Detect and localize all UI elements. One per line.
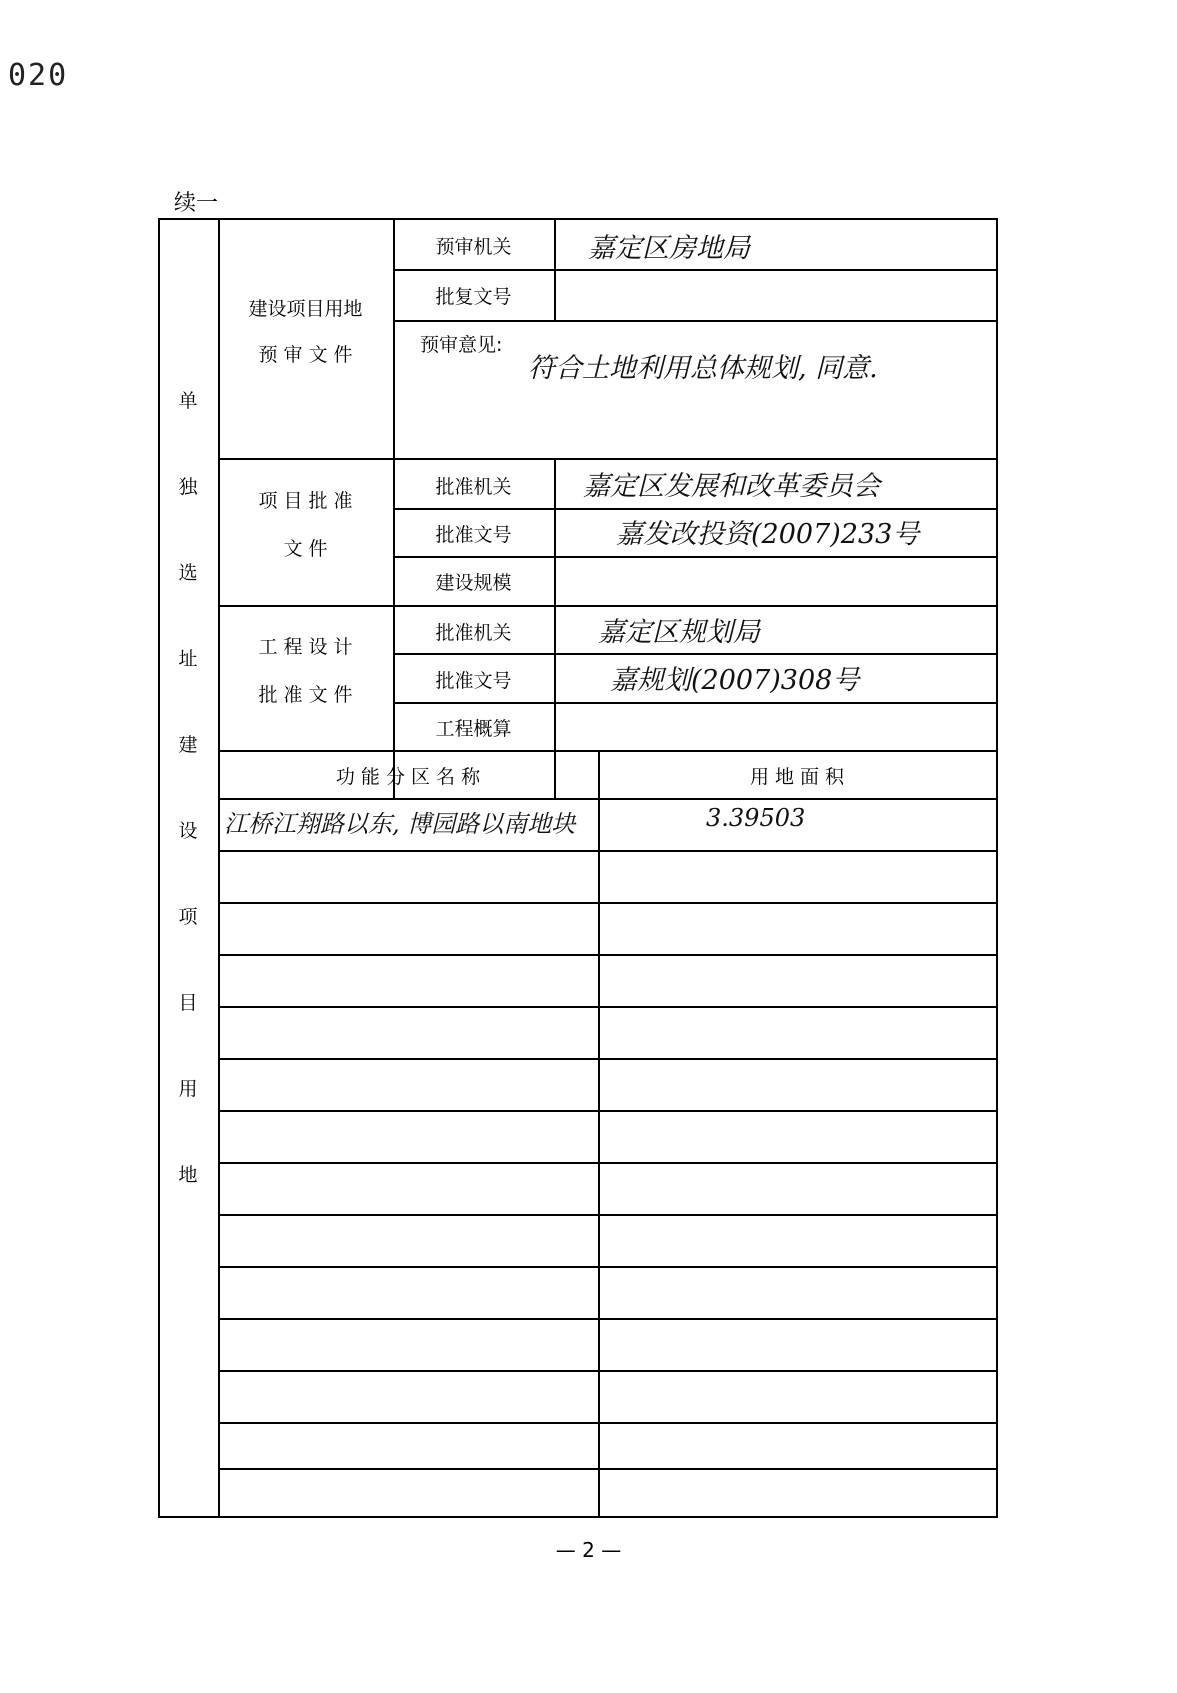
pre-review-authority-value: 嘉定区房地局: [588, 233, 750, 264]
page-footer: — 2 —: [555, 1538, 622, 1562]
side-title-char: 址: [178, 648, 198, 670]
zones-row-line: [218, 1370, 998, 1372]
row-line-6: [393, 702, 998, 704]
zones-header-line: [218, 798, 998, 800]
zones-header-area: 用 地 面 积: [749, 766, 845, 788]
zone-row-name: 江桥江翔路以东, 博园路以南地块: [224, 810, 576, 838]
section-line-3: [218, 750, 998, 752]
zone-row-area: 3.39503: [706, 804, 806, 832]
side-title-char: 单: [178, 390, 198, 412]
frame-left: [158, 218, 160, 1518]
zones-row-line: [218, 954, 998, 956]
section-line-2: [218, 605, 998, 607]
pre-review-authority-label: 预审机关: [435, 236, 512, 258]
project-approval-scale-label: 建设规模: [435, 572, 512, 594]
zones-row-line: [218, 850, 998, 852]
row-line-1: [393, 269, 998, 271]
project-approval-title: 文 件: [283, 538, 328, 560]
design-approval-doc-no-label: 批准文号: [435, 670, 512, 692]
project-approval-authority-value: 嘉定区发展和改革委员会: [583, 471, 880, 502]
project-approval-title: 项 目 批 准: [258, 490, 353, 512]
zones-row-line: [218, 1006, 998, 1008]
side-title-char: 项: [178, 906, 198, 928]
zones-row-line: [218, 1468, 998, 1470]
design-approval-authority-value: 嘉定区规划局: [598, 617, 760, 648]
zones-row-line: [218, 1422, 998, 1424]
corner-mark: 020: [8, 58, 69, 93]
frame-bottom: [158, 1516, 998, 1518]
row-line-4: [393, 556, 998, 558]
pre-review-opinion-label: 预审意见:: [420, 334, 503, 356]
pre-review-title: 预 审 文 件: [258, 344, 353, 366]
pre-review-reply-no-label: 批复文号: [435, 286, 512, 308]
side-title-char: 目: [178, 992, 198, 1014]
row-line-5: [393, 653, 998, 655]
row-line-2: [393, 320, 998, 322]
zones-row-line: [218, 902, 998, 904]
land-use-form: [158, 218, 998, 1518]
zones-row-line: [218, 1318, 998, 1320]
zones-row-line: [218, 1266, 998, 1268]
project-approval-authority-label: 批准机关: [435, 476, 512, 498]
row-line-3: [393, 508, 998, 510]
project-approval-doc-no-value: 嘉发改投资(2007)233号: [616, 519, 920, 550]
design-approval-doc-no-value: 嘉规划(2007)308号: [610, 665, 860, 696]
frame-right: [996, 218, 998, 1518]
zones-column-divider: [598, 750, 600, 1518]
pre-review-title: 建设项目用地: [248, 298, 363, 320]
zones-row-line: [218, 1110, 998, 1112]
side-column-divider: [218, 218, 220, 1518]
continuation-label: 续一: [174, 191, 219, 216]
design-approval-title: 工 程 设 计: [258, 636, 353, 658]
design-approval-estimate-label: 工程概算: [435, 718, 512, 740]
side-title-char: 地: [178, 1164, 198, 1186]
design-approval-authority-label: 批准机关: [435, 622, 512, 644]
frame-top: [158, 218, 998, 220]
design-approval-title: 批 准 文 件: [258, 684, 353, 706]
project-approval-doc-no-label: 批准文号: [435, 524, 512, 546]
side-title-char: 用: [178, 1078, 198, 1100]
zones-row-line: [218, 1058, 998, 1060]
zones-row-line: [218, 1214, 998, 1216]
pre-review-opinion-value: 符合土地利用总体规划, 同意.: [528, 353, 878, 384]
zones-row-line: [218, 1162, 998, 1164]
zones-header-name: 功 能 分 区 名 称: [335, 766, 481, 788]
section-line-1: [218, 458, 998, 460]
side-title-char: 建: [178, 734, 198, 756]
side-title-char: 独: [178, 476, 198, 498]
side-title-char: 选: [178, 562, 198, 584]
side-title-char: 设: [178, 820, 198, 842]
